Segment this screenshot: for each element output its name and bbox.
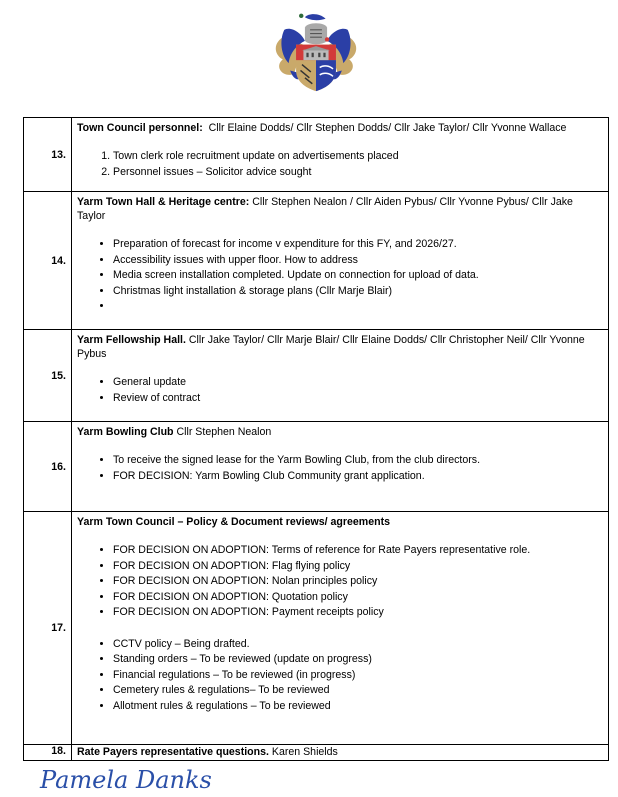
list-item: • FOR DECISION: Yarm Bowling Club Community grant application. [113, 469, 602, 485]
item-content [72, 118, 609, 192]
item-title-rest: Cllr Elaine Dodds/ Cllr Stephen Dodds/ Cllr Jake Taylor/ Cllr Yvonne Wallace [202, 122, 567, 134]
item-title-rest: Karen Shields [268, 746, 338, 758]
list-item: • Review of contract [113, 391, 602, 407]
list-item: • Standing orders – To be reviewed (update on progress) [113, 652, 602, 668]
signature [38, 762, 258, 796]
item-list [77, 543, 602, 621]
item-title [77, 121, 602, 135]
agenda-row [24, 330, 609, 422]
item-title [77, 425, 602, 439]
list-item: • Cemetery rules & regulations– To be reviewed [113, 683, 602, 699]
item-number: 18. [24, 745, 72, 761]
item-list [77, 149, 602, 180]
item-list-secondary [77, 637, 602, 715]
list-item: • FOR DECISION ON ADOPTION: Flag flying policy [113, 559, 602, 575]
item-list [77, 375, 602, 406]
item-number: 13. [24, 118, 72, 192]
agenda-row [24, 512, 609, 745]
item-list [77, 237, 602, 315]
list-item: • FOR DECISION ON ADOPTION: Nolan principles policy [113, 574, 602, 590]
item-title-rest: Cllr Jake Taylor/ Cllr Marje Blair/ Cllr Elaine Dodds/ Cllr Christopher Neil/ Cllr Yvonne Pybus [77, 334, 585, 360]
list-item: 1. Town clerk role recruitment update on advertisements placed [113, 149, 602, 165]
item-number: 15. [24, 330, 72, 422]
item-title-rest: Cllr Stephen Nealon [173, 426, 272, 438]
agenda-row [24, 192, 609, 330]
item-title [77, 195, 602, 223]
list-item: • To receive the signed lease for the Yarm Bowling Club, from the club directors. [113, 453, 602, 469]
item-title [77, 515, 602, 529]
list-item: 2. Personnel issues – Solicitor advice sought [113, 165, 602, 181]
list-item: • Accessibility issues with upper floor. How to address [113, 253, 602, 269]
item-number: 14. [24, 192, 72, 330]
item-content [72, 745, 609, 761]
item-title-bold: Town Council personnel: [77, 122, 203, 134]
item-title-bold: Yarm Town Hall & Heritage centre: [77, 196, 250, 208]
list-item [113, 299, 602, 315]
agenda-row [24, 745, 609, 761]
item-title-bold: Rate Payers representative questions. [77, 746, 269, 758]
item-list [77, 453, 602, 484]
list-item: • FOR DECISION ON ADOPTION: Payment receipts policy [113, 605, 602, 621]
list-item: • Media screen installation completed. Update on connection for upload of data. [113, 268, 602, 284]
item-content [72, 330, 609, 422]
list-item: • FOR DECISION ON ADOPTION: Terms of reference for Rate Payers representative role. [113, 543, 602, 559]
item-title-bold: Yarm Town Council – Policy & Document reviews/ agreements [77, 516, 391, 528]
list-item: • General update [113, 375, 602, 391]
list-item: • Allotment rules & regulations – To be reviewed [113, 699, 602, 715]
item-content [72, 512, 609, 745]
agenda-row [24, 118, 609, 192]
list-item: • FOR DECISION ON ADOPTION: Quotation policy [113, 590, 602, 606]
item-title-rest: Cllr Stephen Nealon / Cllr Aiden Pybus/ Cllr Yvonne Pybus/ Cllr Jake Taylor [77, 196, 573, 222]
item-content [72, 192, 609, 330]
signature-text: Pamela Danks [40, 766, 212, 794]
agenda-row [24, 422, 609, 512]
list-item: • Preparation of forecast for income v expenditure for this FY, and 2026/27. [113, 237, 602, 253]
coat-of-arms-icon [268, 2, 364, 102]
item-content [72, 422, 609, 512]
list-item: • CCTV policy – Being drafted. [113, 637, 602, 653]
agenda-table [23, 117, 609, 761]
item-title [77, 333, 602, 361]
item-title-bold: Yarm Bowling Club [77, 426, 174, 438]
item-title-bold: Yarm Fellowship Hall. [77, 334, 186, 346]
item-number: 16. [24, 422, 72, 512]
list-item: • Christmas light installation & storage plans (Cllr Marje Blair) [113, 284, 602, 300]
item-number: 17. [24, 512, 72, 745]
list-item: • Financial regulations – To be reviewed (in progress) [113, 668, 602, 684]
